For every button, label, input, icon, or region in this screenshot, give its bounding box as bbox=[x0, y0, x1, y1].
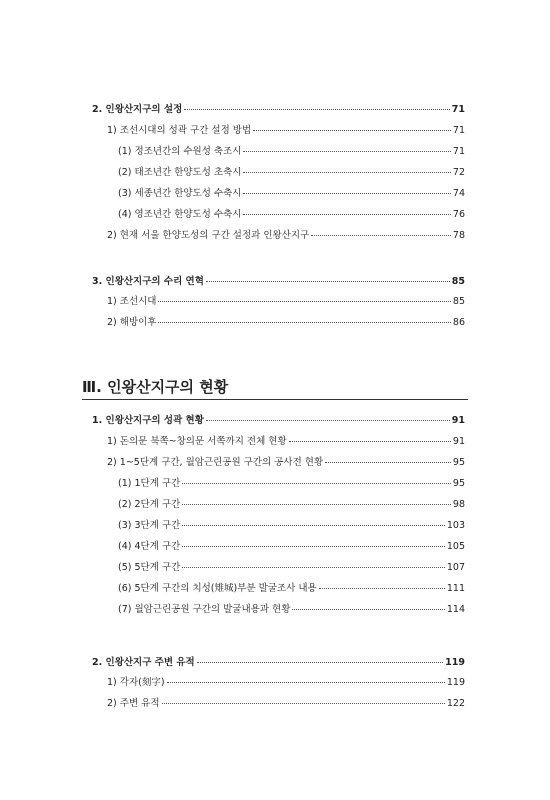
toc-page-number: 95 bbox=[452, 478, 465, 489]
chapter-divider bbox=[82, 399, 468, 400]
toc-entry-title: 2) 1~5단계 구간, 월암근린공원 구간의 공사전 현황 bbox=[107, 457, 324, 468]
toc-item-entry[interactable] bbox=[118, 540, 465, 553]
toc-page-number: 91 bbox=[452, 436, 465, 447]
toc-subsection-entry[interactable] bbox=[107, 435, 465, 448]
toc-entry-title: (1) 정조년간의 수원성 축조시 bbox=[118, 146, 242, 157]
toc-entry-title: (3) 3단계 구간 bbox=[118, 520, 181, 531]
toc-subsection-entry[interactable] bbox=[107, 676, 465, 689]
toc-subsection-entry[interactable] bbox=[107, 456, 465, 469]
toc-item-entry[interactable] bbox=[118, 561, 465, 574]
toc-dot-leader bbox=[182, 525, 445, 526]
toc-page-number: 119 bbox=[445, 657, 465, 668]
toc-dot-leader bbox=[182, 567, 445, 568]
toc-dot-leader bbox=[182, 483, 451, 484]
toc-page-number: 78 bbox=[452, 230, 465, 241]
toc-subsection-entry[interactable] bbox=[107, 697, 465, 710]
toc-page-number: 74 bbox=[452, 188, 465, 199]
toc-section-entry[interactable] bbox=[92, 275, 465, 288]
toc-dot-leader bbox=[243, 151, 450, 152]
toc-dot-leader bbox=[253, 130, 451, 131]
toc-entry-title: 1) 조선시대의 성곽 구간 설정 방법 bbox=[107, 125, 252, 136]
toc-entry-title: (2) 2단계 구간 bbox=[118, 499, 181, 510]
toc-dot-leader bbox=[289, 441, 451, 442]
toc-dot-leader bbox=[162, 703, 445, 704]
toc-entry-title: 1) 돈의문 북쪽~창의문 서쪽까지 전체 현황 bbox=[107, 436, 287, 447]
toc-dot-leader bbox=[167, 682, 445, 683]
toc-page-number: 95 bbox=[452, 457, 465, 468]
toc-section-entry[interactable] bbox=[92, 414, 465, 427]
toc-dot-leader bbox=[243, 214, 450, 215]
toc-section-entry[interactable] bbox=[92, 656, 465, 669]
toc-subsection-entry[interactable] bbox=[107, 295, 465, 308]
toc-page-number: 111 bbox=[446, 583, 465, 594]
toc-dot-leader bbox=[243, 193, 450, 194]
toc-dot-leader bbox=[206, 281, 450, 282]
toc-entry-title: 2) 주변 유적 bbox=[107, 698, 160, 709]
toc-item-entry[interactable] bbox=[118, 582, 465, 595]
toc-dot-leader bbox=[158, 322, 450, 323]
toc-subsection-entry[interactable] bbox=[107, 229, 465, 242]
toc-page-number: 76 bbox=[452, 209, 465, 220]
toc-page-number: 85 bbox=[451, 276, 465, 287]
toc-dot-leader bbox=[292, 609, 444, 610]
toc-item-entry[interactable] bbox=[118, 187, 465, 200]
toc-page-number: 71 bbox=[452, 125, 465, 136]
toc-page-number: 103 bbox=[446, 520, 465, 531]
toc-entry-title: 2) 해방이후 bbox=[107, 317, 157, 328]
toc-entry-title: 2. 인왕산지구의 설정 bbox=[92, 104, 183, 115]
toc-page-number: 91 bbox=[451, 415, 465, 426]
toc-entry-title: (7) 월암근린공원 구간의 발굴내용과 현황 bbox=[118, 604, 291, 615]
toc-dot-leader bbox=[325, 462, 451, 463]
toc-subsection-entry[interactable] bbox=[107, 316, 465, 329]
toc-entry-title: (2) 태조년간 한양도성 초축시 bbox=[118, 167, 242, 178]
toc-entry-title: 1. 인왕산지구의 성곽 현황 bbox=[92, 415, 204, 426]
toc-dot-leader bbox=[243, 172, 450, 173]
toc-page-number: 114 bbox=[446, 604, 465, 615]
toc-entry-title: (1) 1단계 구간 bbox=[118, 478, 181, 489]
toc-dot-leader bbox=[319, 588, 445, 589]
toc-page-number: 107 bbox=[446, 562, 465, 573]
toc-dot-leader bbox=[311, 235, 451, 236]
toc-page-number: 98 bbox=[452, 499, 465, 510]
toc-item-entry[interactable] bbox=[118, 498, 465, 511]
toc-page-number: 71 bbox=[451, 104, 465, 115]
toc-entry-title: 2. 인왕산지구 주변 유적 bbox=[92, 657, 195, 668]
toc-page-number: 72 bbox=[452, 167, 465, 178]
toc-dot-leader bbox=[197, 662, 443, 663]
toc-entry-title: (6) 5단계 구간의 치성(雉城)부분 발굴조사 내용 bbox=[118, 583, 317, 594]
toc-page-number: 85 bbox=[452, 296, 465, 307]
toc-item-entry[interactable] bbox=[118, 166, 465, 179]
toc-item-entry[interactable] bbox=[118, 477, 465, 490]
toc-page-number: 122 bbox=[446, 698, 465, 709]
toc-dot-leader bbox=[182, 504, 451, 505]
toc-dot-leader bbox=[158, 301, 450, 302]
toc-dot-leader bbox=[184, 109, 450, 110]
toc-entry-title: (4) 영조년간 한양도성 수축시 bbox=[118, 209, 242, 220]
toc-entry-title: 1) 각자(刻字) bbox=[107, 677, 165, 688]
toc-item-entry[interactable] bbox=[118, 145, 465, 158]
toc-page-number: 86 bbox=[452, 317, 465, 328]
toc-item-entry[interactable] bbox=[118, 603, 465, 616]
toc-page-number: 105 bbox=[446, 541, 465, 552]
toc-entry-title: (5) 5단계 구간 bbox=[118, 562, 181, 573]
toc-entry-title: (3) 세종년간 한양도성 수축시 bbox=[118, 188, 242, 199]
chapter-heading: Ⅲ. 인왕산지구의 현황 bbox=[82, 378, 229, 396]
toc-entry-title: 1) 조선시대 bbox=[107, 296, 157, 307]
toc-page-number: 119 bbox=[446, 677, 465, 688]
toc-dot-leader bbox=[206, 420, 450, 421]
toc-entry-title: (4) 4단계 구간 bbox=[118, 541, 181, 552]
toc-entry-title: 3. 인왕산지구의 수리 연혁 bbox=[92, 276, 204, 287]
toc-section-entry[interactable] bbox=[92, 103, 465, 116]
toc-item-entry[interactable] bbox=[118, 208, 465, 221]
toc-item-entry[interactable] bbox=[118, 519, 465, 532]
toc-subsection-entry[interactable] bbox=[107, 124, 465, 137]
toc-dot-leader bbox=[182, 546, 445, 547]
toc-page-number: 71 bbox=[452, 146, 465, 157]
toc-entry-title: 2) 현재 서울 한양도성의 구간 설정과 인왕산지구 bbox=[107, 230, 310, 241]
